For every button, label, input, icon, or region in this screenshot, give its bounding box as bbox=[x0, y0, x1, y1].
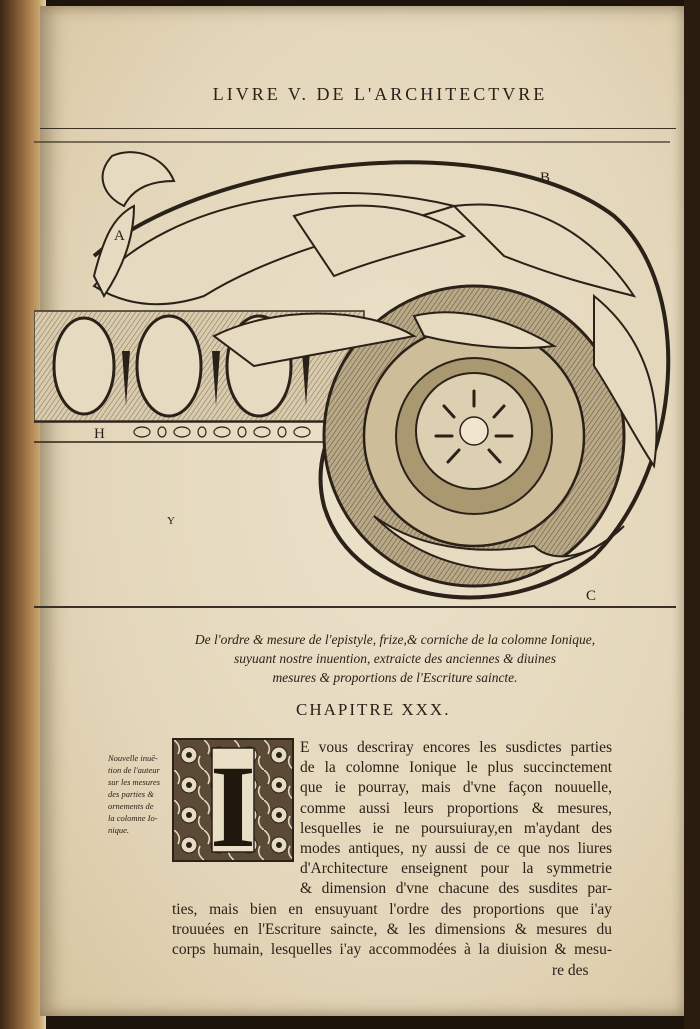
header-rule bbox=[40, 128, 676, 129]
figure-letter-c: C bbox=[586, 588, 597, 604]
bead-and-reel-band bbox=[34, 422, 324, 442]
body-line: ties, mais bien en ensuyuant l'ordre des proportions que i'ay bbox=[172, 901, 612, 918]
decorated-initial bbox=[172, 738, 294, 862]
body-line: E vous descriray encores les susdictes parties bbox=[300, 739, 612, 756]
body-line: d'Architecture enseignent pour la symmetrie bbox=[300, 860, 612, 878]
body-paragraph-full bbox=[172, 900, 612, 961]
margin-note-line: des parties & bbox=[108, 789, 154, 799]
body-paragraph-wrapped bbox=[300, 738, 612, 900]
ionic-volute-engraving bbox=[34, 136, 678, 606]
figure-letter-y: Y bbox=[167, 515, 175, 527]
initial-letter: I bbox=[210, 741, 256, 860]
caption-line: De l'ordre & mesure de l'epistyle, frize,& corniche de la colomne Ionique, bbox=[194, 632, 596, 647]
body-line: & dimension d'vne chacune des susdites par- bbox=[300, 880, 612, 898]
body-line: corps humain, lesquelles i'ay accommodées à la diuision & mesu- bbox=[172, 941, 612, 959]
caption-line: suyuant nostre inuention, extraicte des anciennes & diuines bbox=[234, 651, 556, 666]
figure-letter-b: B bbox=[540, 170, 551, 186]
body-line: que ie pourray, mais d'vne façon nouuelle, bbox=[300, 779, 612, 797]
margin-note-line: nique. bbox=[108, 825, 130, 835]
chapter-title: CHAPITRE XXX. bbox=[296, 700, 451, 719]
figure-caption bbox=[160, 630, 630, 687]
margin-note bbox=[108, 752, 174, 836]
body-line: lesquelles ie ne poursuiuray,en m'aydant des bbox=[300, 819, 612, 837]
plate-bottom-rule bbox=[34, 606, 676, 608]
body-line: de la colomne Ionique le plus succinctement bbox=[300, 759, 612, 777]
figure-letter-a: A bbox=[114, 228, 125, 244]
body-line: modes antiques, ny aussi de ce que nos liures bbox=[300, 840, 612, 858]
catchword: re des bbox=[552, 962, 589, 979]
book-right-edge bbox=[684, 0, 700, 1029]
body-line: comme aussi leurs proportions & mesures, bbox=[300, 799, 612, 817]
margin-note-line: tion de l'auteur bbox=[108, 765, 160, 775]
body-line: trouuées en l'Escriture saincte, & les dimensions & mesures du bbox=[172, 921, 612, 939]
running-head: LIVRE V. DE L'ARCHITECTVRE bbox=[212, 84, 548, 104]
caption-line: mesures & proportions de l'Escriture saincte. bbox=[272, 670, 518, 685]
figure-letter-h: H bbox=[94, 426, 105, 442]
margin-note-line: Nouvelle inuē- bbox=[108, 753, 158, 763]
margin-note-line: la colomne Io- bbox=[108, 813, 158, 823]
margin-note-line: sur les mesures bbox=[108, 777, 161, 787]
margin-note-line: ornements de bbox=[108, 801, 154, 811]
